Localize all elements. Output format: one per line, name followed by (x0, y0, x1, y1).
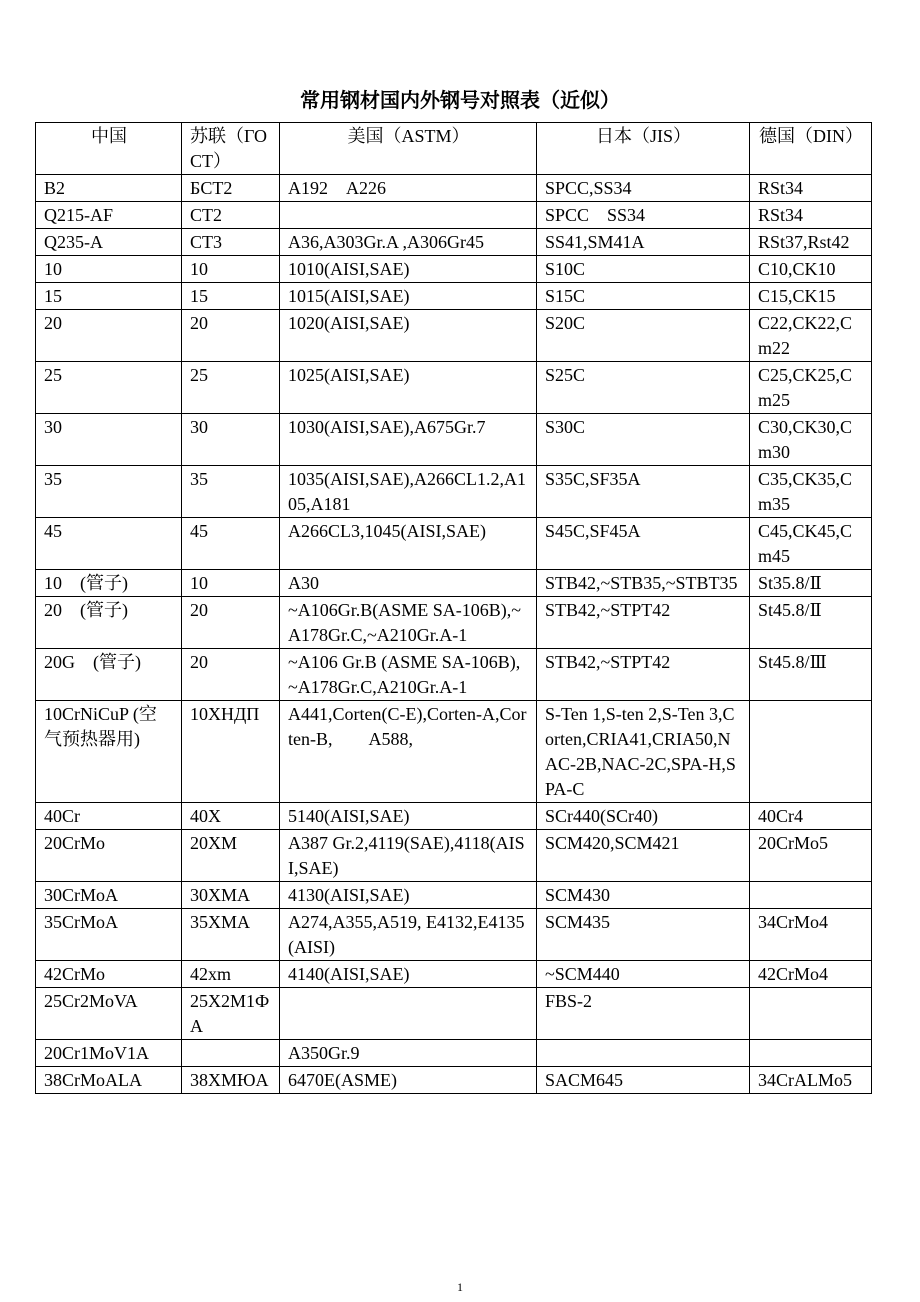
cell-japan (537, 1040, 750, 1067)
cell-germany: 42CrMo4 (750, 961, 872, 988)
cell-usa: A274,A355,A519, E4132,E4135(AISI) (280, 909, 537, 961)
cell-japan: S30C (537, 414, 750, 466)
cell-ussr: 35 (182, 466, 280, 518)
cell-germany (750, 1040, 872, 1067)
cell-china: 42CrMo (36, 961, 182, 988)
cell-china: 10 (管子) (36, 570, 182, 597)
header-china: 中国 (36, 123, 182, 175)
cell-ussr: 20 (182, 310, 280, 362)
cell-japan: S10C (537, 256, 750, 283)
cell-japan: SCM430 (537, 882, 750, 909)
cell-japan: S15C (537, 283, 750, 310)
cell-china: 20 (管子) (36, 597, 182, 649)
cell-japan: S25C (537, 362, 750, 414)
cell-ussr: 30XMA (182, 882, 280, 909)
table-row (36, 909, 872, 961)
cell-usa: 1015(AISI,SAE) (280, 283, 537, 310)
cell-china: 40Cr (36, 803, 182, 830)
cell-usa (280, 988, 537, 1040)
table-row (36, 414, 872, 466)
cell-usa: 4140(AISI,SAE) (280, 961, 537, 988)
cell-japan: SPCC SS34 (537, 202, 750, 229)
cell-china: Q215-AF (36, 202, 182, 229)
cell-ussr: БCT2 (182, 175, 280, 202)
cell-china: 20Cr1MoV1A (36, 1040, 182, 1067)
cell-ussr: CT2 (182, 202, 280, 229)
cell-china: 38CrMoALA (36, 1067, 182, 1094)
cell-china: 10 (36, 256, 182, 283)
header-ussr: 苏联（ГОСТ） (182, 123, 280, 175)
cell-china: B2 (36, 175, 182, 202)
cell-ussr: 25 (182, 362, 280, 414)
table-header-row (36, 123, 872, 175)
cell-china: 45 (36, 518, 182, 570)
page-title: 常用钢材国内外钢号对照表（近似） (300, 88, 620, 112)
cell-ussr: 10 (182, 570, 280, 597)
cell-germany: C35,CK35,Cm35 (750, 466, 872, 518)
cell-usa: 1020(AISI,SAE) (280, 310, 537, 362)
cell-ussr: 30 (182, 414, 280, 466)
cell-china: 20G (管子) (36, 649, 182, 701)
cell-germany: C30,CK30,Cm30 (750, 414, 872, 466)
cell-japan: FBS-2 (537, 988, 750, 1040)
cell-usa: 1030(AISI,SAE),A675Gr.7 (280, 414, 537, 466)
table-row (36, 701, 872, 803)
table-row (36, 362, 872, 414)
cell-japan: SPCC,SS34 (537, 175, 750, 202)
cell-germany: 20CrMo5 (750, 830, 872, 882)
cell-germany (750, 701, 872, 803)
cell-usa: 4130(AISI,SAE) (280, 882, 537, 909)
cell-china: 15 (36, 283, 182, 310)
header-japan: 日本（JIS） (537, 123, 750, 175)
cell-germany: St45.8/Ⅲ (750, 649, 872, 701)
table-row (36, 570, 872, 597)
header-germany: 德国（DIN） (750, 123, 872, 175)
cell-ussr: 20 (182, 597, 280, 649)
cell-china: 25Cr2MoVA (36, 988, 182, 1040)
cell-germany: C22,CK22,Cm22 (750, 310, 872, 362)
cell-usa: 1025(AISI,SAE) (280, 362, 537, 414)
cell-germany: C10,CK10 (750, 256, 872, 283)
table-row (36, 466, 872, 518)
table-row (36, 518, 872, 570)
cell-ussr: 20XM (182, 830, 280, 882)
cell-japan: STB42,~STB35,~STBT35 (537, 570, 750, 597)
cell-ussr: 40X (182, 803, 280, 830)
cell-germany: St35.8/Ⅱ (750, 570, 872, 597)
cell-germany: St45.8/Ⅱ (750, 597, 872, 649)
cell-usa: A350Gr.9 (280, 1040, 537, 1067)
cell-japan: S20C (537, 310, 750, 362)
cell-japan: SS41,SM41A (537, 229, 750, 256)
cell-japan: SCM420,SCM421 (537, 830, 750, 882)
table-row (36, 830, 872, 882)
cell-usa: A192 A226 (280, 175, 537, 202)
cell-usa: A441,Corten(C-E),Corten-A,Corten-B, A588, (280, 701, 537, 803)
cell-ussr (182, 1040, 280, 1067)
cell-japan: S-Ten 1,S-ten 2,S-Ten 3,Corten,CRIA41,CRIA50,NAC-2B,NAC-2C,SPA-H,SPA-C (537, 701, 750, 803)
cell-japan: SCM435 (537, 909, 750, 961)
table-row (36, 961, 872, 988)
cell-ussr: 20 (182, 649, 280, 701)
table-row (36, 649, 872, 701)
cell-germany (750, 988, 872, 1040)
cell-ussr: 25X2M1ФA (182, 988, 280, 1040)
cell-japan: STB42,~STPT42 (537, 597, 750, 649)
steel-grade-comparison-table (35, 122, 872, 1094)
cell-germany: RSt37,Rst42 (750, 229, 872, 256)
cell-usa (280, 202, 537, 229)
cell-ussr: CT3 (182, 229, 280, 256)
cell-germany: C45,CK45,Cm45 (750, 518, 872, 570)
cell-usa: A36,A303Gr.A ,A306Gr45 (280, 229, 537, 256)
cell-china: 35CrMoA (36, 909, 182, 961)
cell-germany: C25,CK25,Cm25 (750, 362, 872, 414)
table-row (36, 1040, 872, 1067)
page-number: 1 (457, 1280, 463, 1294)
cell-germany: C15,CK15 (750, 283, 872, 310)
cell-usa: ~A106 Gr.B (ASME SA-106B),~A178Gr.C,A210Gr.A-1 (280, 649, 537, 701)
cell-germany: RSt34 (750, 202, 872, 229)
header-usa: 美国（ASTM） (280, 123, 537, 175)
cell-japan: STB42,~STPT42 (537, 649, 750, 701)
cell-china: 35 (36, 466, 182, 518)
cell-germany: 34CrMo4 (750, 909, 872, 961)
cell-japan: S45C,SF45A (537, 518, 750, 570)
cell-usa: 1010(AISI,SAE) (280, 256, 537, 283)
cell-germany: RSt34 (750, 175, 872, 202)
cell-china: 10CrNiCuP (空气预热器用) (36, 701, 182, 803)
cell-china: Q235-A (36, 229, 182, 256)
cell-usa: 5140(AISI,SAE) (280, 803, 537, 830)
cell-china: 30CrMoA (36, 882, 182, 909)
table-row (36, 988, 872, 1040)
table-row (36, 175, 872, 202)
cell-ussr: 10 (182, 256, 280, 283)
cell-ussr: 42xm (182, 961, 280, 988)
cell-ussr: 10XHДП (182, 701, 280, 803)
cell-usa: A266CL3,1045(AISI,SAE) (280, 518, 537, 570)
table-row (36, 256, 872, 283)
cell-ussr: 45 (182, 518, 280, 570)
table-row (36, 202, 872, 229)
cell-japan: ~SCM440 (537, 961, 750, 988)
cell-japan: SACM645 (537, 1067, 750, 1094)
table-row (36, 803, 872, 830)
table-row (36, 1067, 872, 1094)
cell-usa: A387 Gr.2,4119(SAE),4118(AISI,SAE) (280, 830, 537, 882)
cell-usa: 1035(AISI,SAE),A266CL1.2,A105,A181 (280, 466, 537, 518)
cell-japan: S35C,SF35A (537, 466, 750, 518)
cell-ussr: 35XMA (182, 909, 280, 961)
cell-usa: 6470E(ASME) (280, 1067, 537, 1094)
cell-china: 20 (36, 310, 182, 362)
cell-germany (750, 882, 872, 909)
cell-usa: A30 (280, 570, 537, 597)
cell-china: 20CrMo (36, 830, 182, 882)
cell-ussr: 15 (182, 283, 280, 310)
cell-germany: 34CrALMo5 (750, 1067, 872, 1094)
table-row (36, 229, 872, 256)
table-row (36, 283, 872, 310)
cell-usa: ~A106Gr.B(ASME SA-106B),~A178Gr.C,~A210Gr.A-1 (280, 597, 537, 649)
cell-ussr: 38XMЮA (182, 1067, 280, 1094)
table-row (36, 597, 872, 649)
table-row (36, 310, 872, 362)
cell-china: 25 (36, 362, 182, 414)
cell-japan: SCr440(SCr40) (537, 803, 750, 830)
table-row (36, 882, 872, 909)
cell-germany: 40Cr4 (750, 803, 872, 830)
cell-china: 30 (36, 414, 182, 466)
